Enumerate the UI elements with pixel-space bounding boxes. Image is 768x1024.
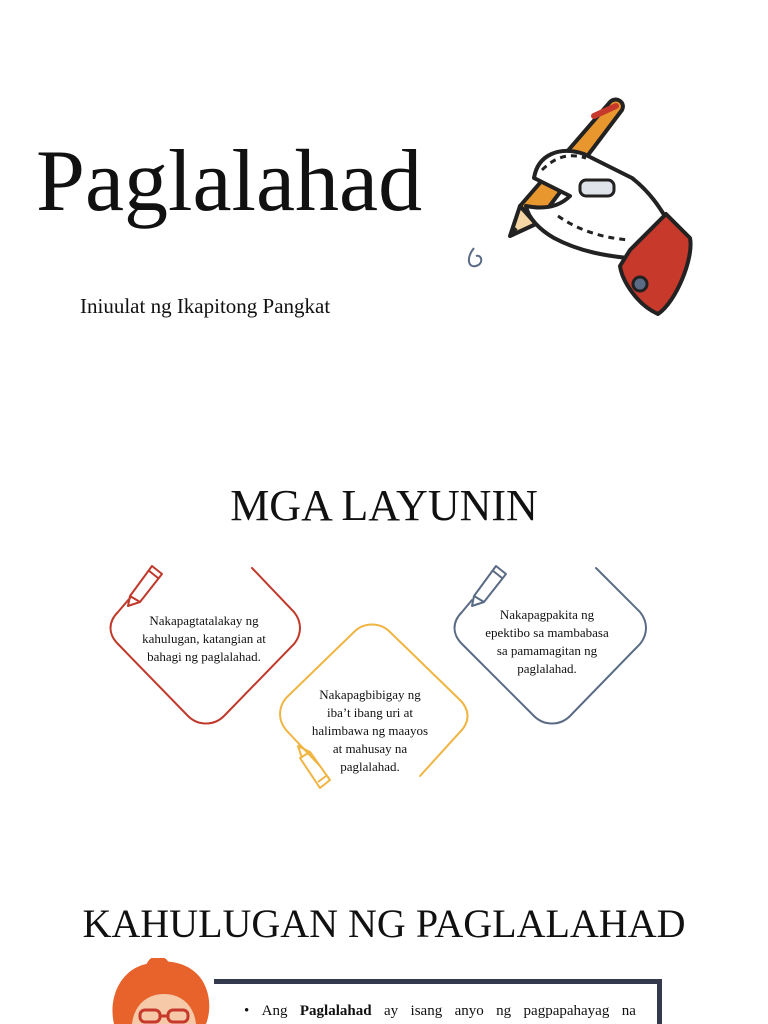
definition-heading: KAHULUGAN NG PAGLALAHAD — [82, 901, 686, 946]
hand-writing-icon — [462, 88, 702, 323]
pencil-icon — [128, 566, 162, 606]
word: na — [621, 1003, 636, 1019]
objective-2-text: Nakapagbibigay ng iba’t ibang uri at halimbawa ng maayos at mahusay na paglalahad. — [311, 687, 429, 774]
keyword: Paglalahad — [299, 1003, 372, 1019]
word: ng — [496, 1003, 512, 1019]
pencil-icon — [472, 566, 506, 606]
objectives-slide — [0, 440, 768, 840]
definition-line — [244, 1003, 636, 1020]
word: isang — [410, 1003, 443, 1019]
objective-1-text: Nakapagtatalakay ng kahulugan, katangian at bahagi ng paglalahad. — [142, 613, 266, 664]
subtitle: Iniuulat ng Ikapitong Pangkat — [80, 294, 331, 318]
title-slide — [0, 0, 768, 360]
word: ay — [383, 1003, 399, 1019]
word: anyo — [454, 1003, 484, 1019]
bullet: • — [244, 1003, 250, 1019]
page-title: Paglalahad — [36, 133, 423, 230]
word: Ang — [261, 1003, 288, 1019]
objective-3-text: Nakapagpakita ng epektibo sa mambabasa sa pamamagitan ng paglalahad. — [485, 607, 609, 676]
avatar-icon — [106, 958, 216, 1024]
definition-slide — [0, 880, 768, 1024]
objectives-heading: MGA LAYUNIN — [230, 481, 538, 530]
word: pagpapahayag — [523, 1003, 610, 1019]
